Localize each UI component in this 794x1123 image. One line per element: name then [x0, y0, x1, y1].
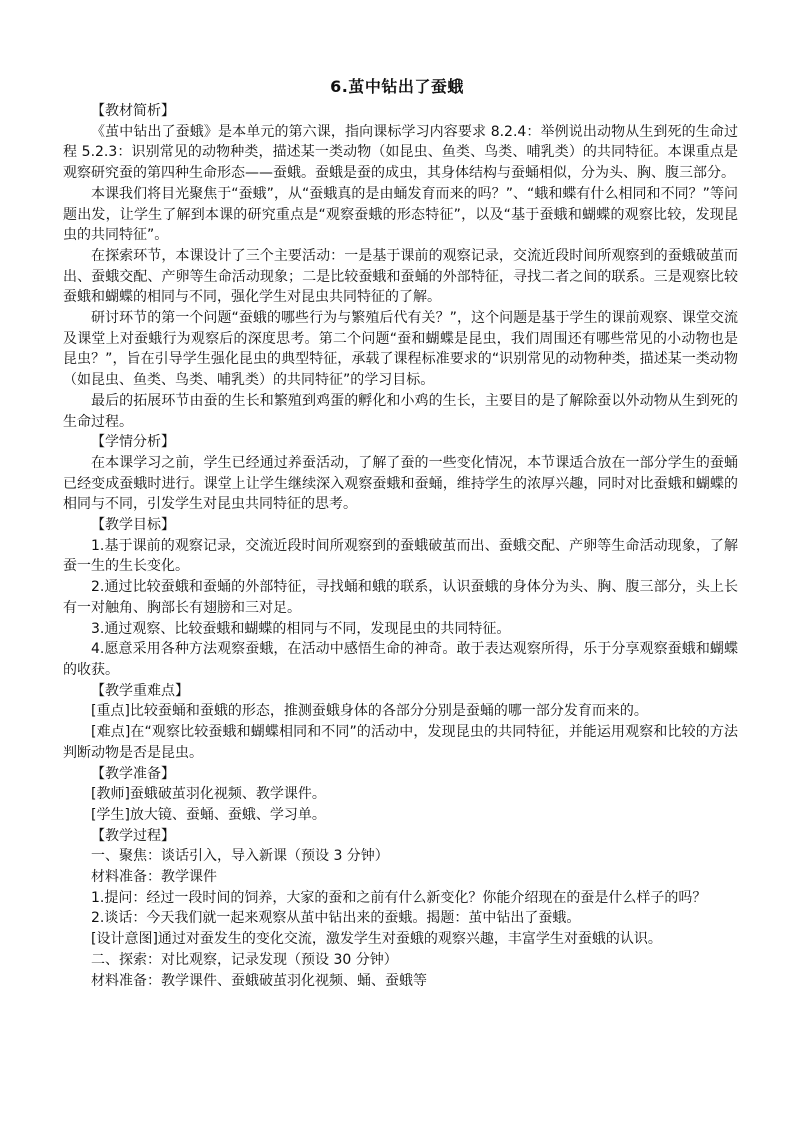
paragraph: 2.谈话：今天我们就一起来观察从茧中钻出来的蚕蛾。揭题：茧中钻出了蚕蛾。 [91, 910, 581, 927]
paragraph: 一、聚焦：谈话引入，导入新课（预设 3 分钟） [91, 848, 389, 865]
document-title: 6.茧中钻出了蚕蛾 [330, 77, 464, 96]
paragraph: 2.通过比较蚕蛾和蚕蛹的外部特征，寻找蛹和蛾的联系，认识蚕蛾的身体分为头、胸、腹三部分，头上长有一对触角、胸部长有翅膀和三对足。 [63, 579, 738, 616]
section-heading: 【教学准备】 [91, 765, 175, 782]
paragraph: 本课我们将目光聚焦于“蚕蛾”，从“蚕蛾真的是由蛹发育而来的吗？”、“蛾和蝶有什么相同和不同？”等问题出发，让学生了解到本课的研究重点是“观察蚕蛾的形态特征”，以及“基于蚕蛾和蝴蝶的观察比较，发现昆虫的共同特征”。 [63, 185, 738, 244]
paragraph: 1.基于课前的观察记录，交流近段时间所观察到的蚕蛾破茧而出、蚕蛾交配、产卵等生命活动现象，了解蚕一生的生长变化。 [63, 537, 738, 575]
paragraph: [教师]蚕蛾破茧羽化视频、教学课件。 [91, 786, 326, 803]
section-heading: 【学情分析】 [91, 434, 175, 451]
paragraph: 研讨环节的第一个问题“蚕蛾的哪些行为与繁殖后代有关？”，这个问题是基于学生的课前观察、课堂交流及课堂上对蚕蛾行为观察后的深度思考。第二个问题“蚕和蝴蝶是昆虫，我们周围还有哪些常见的小动物也是昆虫？”，旨在引导学生强化昆虫的典型特征，承载了课程标准要求的“识别常见的动物种类，描述某一类动物（如昆虫、鱼类、鸟类、哺乳类）的共同特征”的学习目标。 [63, 310, 738, 389]
section-heading: 【教材简析】 [91, 103, 175, 119]
paragraph: 最后的拓展环节由蚕的生长和繁殖到鸡蛋的孵化和小鸡的生长，主要目的是了解除蚕以外动物从生到死的生命过程。 [63, 392, 738, 430]
document-body [63, 101, 738, 991]
paragraph: 材料准备：教学课件 [91, 869, 217, 886]
paragraph: [难点]在“观察比较蚕蛾和蝴蝶相同和不同”的活动中，发现昆虫的共同特征，并能运用观察和比较的方法判断动物是否是昆虫。 [63, 724, 738, 761]
paragraph: 1.提问：经过一段时间的饲养，大家的蚕和之前有什么新变化？你能介绍现在的蚕是什么样子的吗？ [91, 889, 707, 906]
paragraph: [学生]放大镜、蚕蛹、蚕蛾、学习单。 [91, 806, 326, 823]
paragraph: 在本课学习之前，学生已经通过养蚕活动，了解了蚕的一些变化情况，本节课适合放在一部分学生的蚕蛹已经变成蚕蛾时进行。课堂上让学生继续深入观察蚕蛾和蚕蛹，维持学生的浓厚兴趣，同时对比蚕蛾和蝴蝶的相同与不同，引发学生对昆虫共同特征的思考。 [63, 454, 738, 513]
paragraph: 在探索环节，本课设计了三个主要活动：一是基于课前的观察记录，交流近段时间所观察到的蚕蛾破茧而出、蚕蛾交配、产卵等生命活动现象；二是比较蚕蛾和蚕蛹的外部特征，寻找二者之间的联系。三是观察比较蚕蛾和蝴蝶的相同与不同，强化学生对昆虫共同特征的了解。 [63, 247, 738, 306]
section-heading: 【教学过程】 [91, 827, 175, 844]
paragraph: [重点]比较蚕蛹和蚕蛾的形态，推测蚕蛾身体的各部分分别是蚕蛹的哪一部分发育而来的。 [91, 703, 648, 720]
section-heading: 【教学重难点】 [91, 682, 189, 699]
paragraph: 二、探索：对比观察，记录发现（预设 30 分钟） [91, 951, 398, 968]
paragraph: 4.愿意采用各种方法观察蚕蛾，在活动中感悟生命的神奇。敢于表达观察所得，乐于分享观察蚕蛾和蝴蝶的收获。 [63, 641, 738, 678]
paragraph: 3.通过观察、比较蚕蛾和蝴蝶的相同与不同，发现昆虫的共同特征。 [91, 620, 511, 637]
paragraph: [设计意图]通过对蚕发生的变化交流，激发学生对蚕蛾的观察兴趣，丰富学生对蚕蛾的认识。 [91, 931, 662, 948]
paragraph: 《茧中钻出了蚕蛾》是本单元的第六课，指向课标学习内容要求 8.2.4：举例说出动物从生到死的生命过程 5.2.3：识别常见的动物种类，描述某一类动物（如昆虫、鱼类、鸟类、哺乳类）的共同特征。本课重点是观察研究蚕的第四种生命形态——蚕蛾。蚕蛾是蚕的成虫，其身体结构与蚕蛹相似，分为头、胸、腹三部分。 [63, 123, 738, 182]
section-heading: 【教学目标】 [91, 517, 175, 534]
paragraph: 材料准备：教学课件、蚕蛾破茧羽化视频、蛹、蚕蛾等 [91, 972, 427, 989]
